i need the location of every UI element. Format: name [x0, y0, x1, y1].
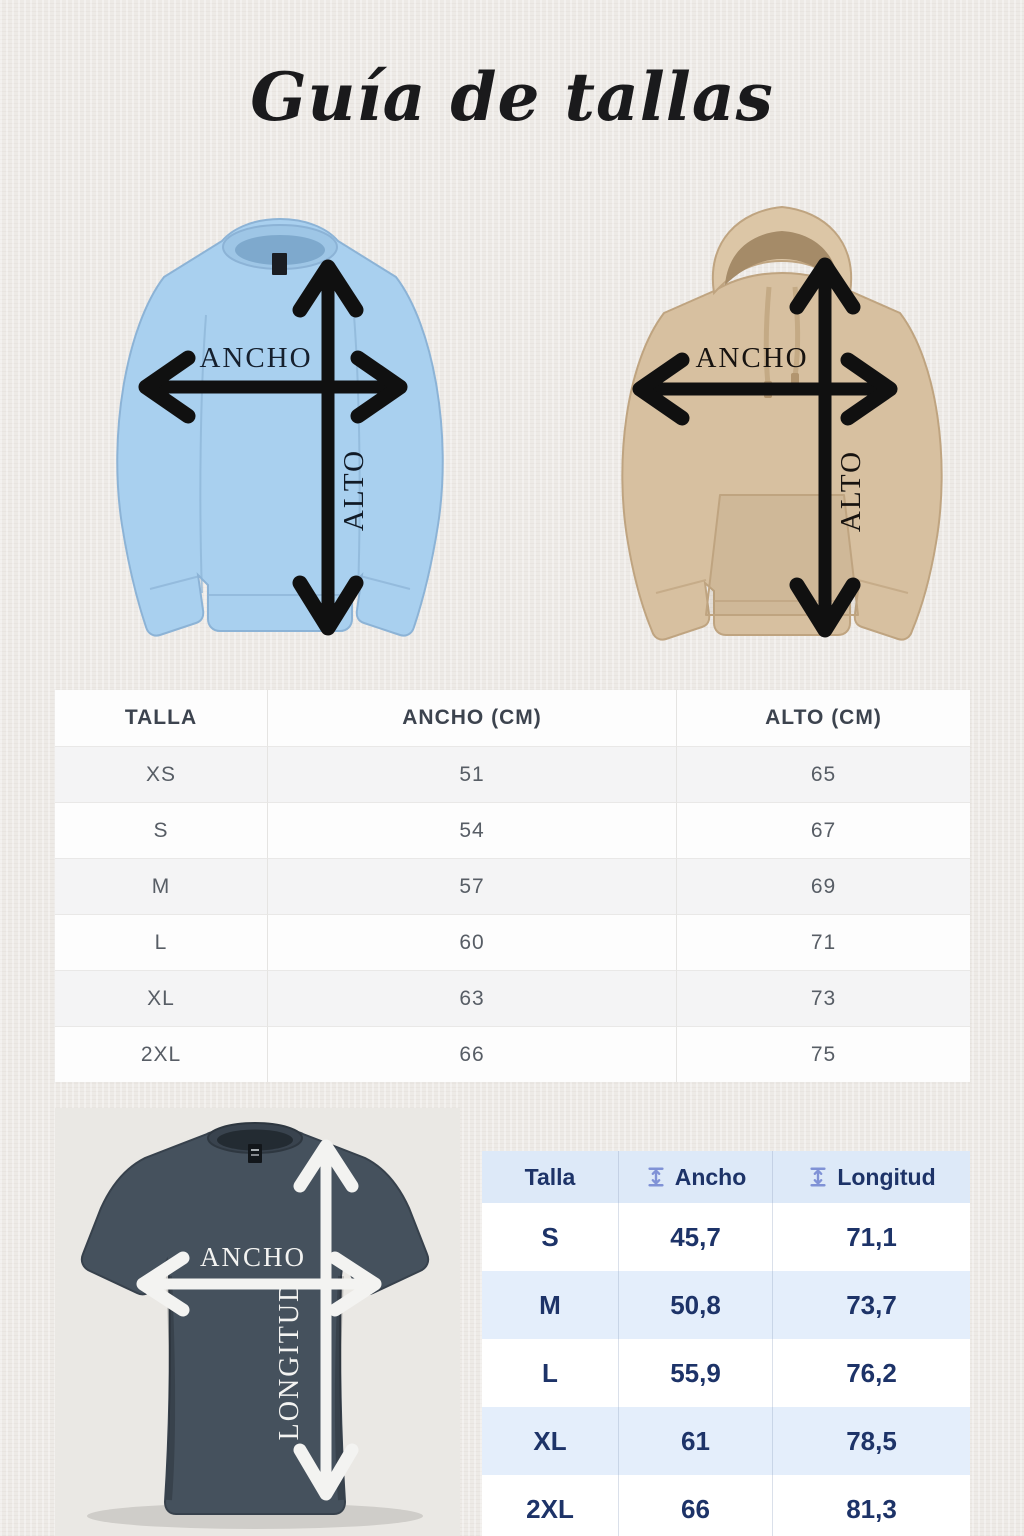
- width-cell: 66: [618, 1475, 772, 1536]
- size-cell: XS: [55, 746, 267, 802]
- table-row: [55, 802, 970, 858]
- neck-tag: [272, 253, 287, 275]
- length-label: LONGITUD: [274, 1279, 305, 1441]
- width-cell: 63: [267, 970, 676, 1026]
- table-row: [55, 858, 970, 914]
- length-cell: 73,7: [772, 1271, 970, 1339]
- height-cell: 67: [676, 802, 970, 858]
- width-cell: 51: [267, 746, 676, 802]
- length-cell: 78,5: [772, 1407, 970, 1475]
- header-alto: ALTO (CM): [676, 690, 970, 746]
- table-row: [482, 1203, 970, 1271]
- width-cell: 54: [267, 802, 676, 858]
- header-ancho: [618, 1151, 772, 1203]
- height-label: ALTO: [338, 448, 370, 532]
- table-row: [482, 1339, 970, 1407]
- height-label: ALTO: [835, 449, 867, 533]
- size-cell: L: [55, 914, 267, 970]
- width-cell: 60: [267, 914, 676, 970]
- header-longitud: [772, 1151, 970, 1203]
- header-ancho: ANCHO (CM): [267, 690, 676, 746]
- width-cell: 57: [267, 858, 676, 914]
- size-cell: S: [55, 802, 267, 858]
- hoodie-illustration: [622, 207, 941, 640]
- neck-tag: [248, 1144, 262, 1163]
- size-cell: XL: [55, 970, 267, 1026]
- height-measure-icon: [807, 1166, 829, 1188]
- table-row: [482, 1407, 970, 1475]
- width-label: ANCHO: [199, 1242, 307, 1272]
- table-row: [55, 746, 970, 802]
- table-row: [482, 1475, 970, 1536]
- sweatshirt-diagram: [60, 195, 500, 655]
- table-row: [55, 914, 970, 970]
- width-cell: 66: [267, 1026, 676, 1082]
- size-cell: M: [55, 858, 267, 914]
- size-cell: 2XL: [55, 1026, 267, 1082]
- height-cell: 69: [676, 858, 970, 914]
- width-cell: 61: [618, 1407, 772, 1475]
- header-talla-label: Talla: [524, 1163, 576, 1190]
- width-cell: 50,8: [618, 1271, 772, 1339]
- header-ancho-label: Ancho: [674, 1163, 747, 1190]
- tshirt-size-table: [482, 1151, 970, 1536]
- width-label: ANCHO: [695, 342, 809, 374]
- table-header-row: [55, 690, 970, 746]
- size-cell: M: [482, 1271, 618, 1339]
- size-cell: S: [482, 1203, 618, 1271]
- width-label: ANCHO: [199, 342, 313, 374]
- width-cell: 55,9: [618, 1339, 772, 1407]
- table-row: [482, 1271, 970, 1339]
- header-talla: TALLA: [55, 690, 267, 746]
- length-cell: 81,3: [772, 1475, 970, 1536]
- table-row: [55, 970, 970, 1026]
- height-cell: 65: [676, 746, 970, 802]
- sweatshirt-size-table: [55, 690, 970, 1082]
- table-row: [55, 1026, 970, 1082]
- sweatshirt-illustration: [117, 219, 442, 636]
- tshirt-diagram: [55, 1108, 460, 1536]
- height-cell: 71: [676, 914, 970, 970]
- length-cell: 71,1: [772, 1203, 970, 1271]
- height-measure-icon: [645, 1166, 667, 1188]
- size-cell: L: [482, 1339, 618, 1407]
- size-cell: XL: [482, 1407, 618, 1475]
- hoodie-diagram: [562, 195, 1002, 655]
- height-cell: 75: [676, 1026, 970, 1082]
- header-longitud-label: Longitud: [837, 1163, 936, 1190]
- header-talla: [482, 1151, 618, 1203]
- page-title: Guía de tallas: [250, 58, 774, 136]
- table-header-row: [482, 1151, 970, 1203]
- height-cell: 73: [676, 970, 970, 1026]
- length-cell: 76,2: [772, 1339, 970, 1407]
- width-cell: 45,7: [618, 1203, 772, 1271]
- size-cell: 2XL: [482, 1475, 618, 1536]
